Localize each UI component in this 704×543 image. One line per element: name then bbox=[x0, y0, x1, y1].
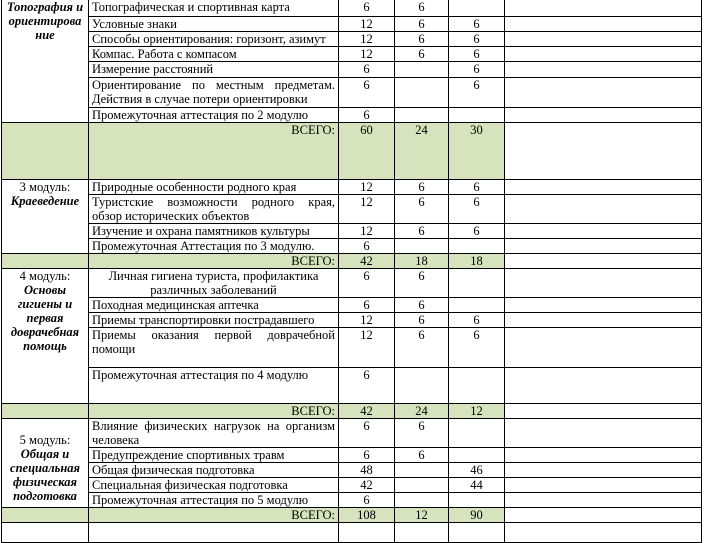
practice-hours bbox=[449, 448, 505, 463]
summary-theory: 18 bbox=[395, 254, 449, 269]
total-hours bbox=[339, 523, 395, 543]
theory-hours: 6 bbox=[395, 17, 449, 32]
table-row bbox=[2, 419, 702, 448]
extra-cell bbox=[505, 448, 702, 463]
theory-hours: 6 bbox=[395, 269, 449, 298]
practice-hours: 6 bbox=[449, 328, 505, 368]
practice-hours: 6 bbox=[449, 47, 505, 62]
theory-hours bbox=[395, 78, 449, 108]
table-row bbox=[2, 463, 702, 478]
total-hours: 6 bbox=[339, 62, 395, 78]
extra-cell bbox=[505, 62, 702, 78]
extra-cell bbox=[505, 313, 702, 328]
module-title-cell bbox=[2, 404, 89, 419]
topic-cell: Топографическая и спортивная карта bbox=[89, 0, 339, 17]
table-row bbox=[2, 180, 702, 195]
theory-hours bbox=[395, 493, 449, 508]
total-hours: 12 bbox=[339, 47, 395, 62]
theory-hours bbox=[395, 523, 449, 543]
table-row bbox=[2, 298, 702, 313]
module-title: Основы гигиены и первая доврачебная помощь bbox=[10, 283, 80, 353]
extra-cell bbox=[505, 254, 702, 269]
topic-cell: Ориентирование по местным предметам. Действия в случае потери ориентировки bbox=[89, 78, 339, 108]
summary-total: 108 bbox=[339, 508, 395, 523]
theory-hours bbox=[395, 478, 449, 493]
practice-hours bbox=[449, 0, 505, 17]
theory-hours: 6 bbox=[395, 328, 449, 368]
module-title: Топография и ориентирова ние bbox=[6, 0, 84, 42]
summary-label: ВСЕГО: bbox=[89, 508, 339, 523]
theory-hours: 6 bbox=[395, 32, 449, 47]
theory-hours bbox=[395, 368, 449, 404]
practice-hours: 6 bbox=[449, 62, 505, 78]
summary-label: ВСЕГО: bbox=[89, 404, 339, 419]
table-row bbox=[2, 313, 702, 328]
table-row bbox=[2, 368, 702, 404]
total-hours: 6 bbox=[339, 368, 395, 404]
extra-cell bbox=[505, 523, 702, 543]
topic-cell: Изучение и охрана памятников культуры bbox=[89, 224, 339, 239]
topic-cell: Личная гигиена туриста, профилактика различных заболеваний bbox=[89, 269, 339, 298]
total-hours: 48 bbox=[339, 463, 395, 478]
total-hours: 6 bbox=[339, 108, 395, 123]
summary-practice: 90 bbox=[449, 508, 505, 523]
summary-theory: 24 bbox=[395, 123, 449, 180]
total-hours: 12 bbox=[339, 180, 395, 195]
table-row bbox=[2, 195, 702, 224]
total-hours: 12 bbox=[339, 17, 395, 32]
topic-cell: Промежуточная аттестация по 5 модулю bbox=[89, 493, 339, 508]
module-title: Краеведение bbox=[10, 194, 80, 208]
practice-hours: 6 bbox=[449, 195, 505, 224]
topic-cell: Приемы транспортировки пострадавшего bbox=[89, 313, 339, 328]
module-title-cell bbox=[2, 180, 89, 254]
extra-cell bbox=[505, 224, 702, 239]
practice-hours: 6 bbox=[449, 78, 505, 108]
extra-cell bbox=[505, 239, 702, 254]
topic-cell: Измерение расстояний bbox=[89, 62, 339, 78]
extra-cell bbox=[505, 508, 702, 523]
practice-hours bbox=[449, 239, 505, 254]
topic-cell: Общая физическая подготовка bbox=[89, 463, 339, 478]
total-hours: 6 bbox=[339, 0, 395, 17]
table-row bbox=[2, 108, 702, 123]
total-hours: 6 bbox=[339, 239, 395, 254]
summary-total: 42 bbox=[339, 404, 395, 419]
practice-hours: 6 bbox=[449, 313, 505, 328]
theory-hours: 6 bbox=[395, 298, 449, 313]
module-number: 3 модуль: bbox=[19, 180, 71, 194]
table-row bbox=[2, 224, 702, 239]
topic-cell: Специальная физическая подготовка bbox=[89, 478, 339, 493]
practice-hours: 6 bbox=[449, 224, 505, 239]
table-row bbox=[2, 47, 702, 62]
module-title-cell bbox=[2, 508, 89, 523]
theory-hours: 6 bbox=[395, 313, 449, 328]
topic-cell bbox=[89, 523, 339, 543]
practice-hours bbox=[449, 493, 505, 508]
module-number: 4 модуль: bbox=[19, 269, 71, 283]
extra-cell bbox=[505, 180, 702, 195]
practice-hours bbox=[449, 368, 505, 404]
practice-hours: 46 bbox=[449, 463, 505, 478]
module-title-cell bbox=[2, 254, 89, 269]
table-row bbox=[2, 523, 702, 543]
total-hours: 42 bbox=[339, 478, 395, 493]
topic-cell: Способы ориентирования: горизонт, азимут bbox=[89, 32, 339, 47]
extra-cell bbox=[505, 17, 702, 32]
practice-hours bbox=[449, 523, 505, 543]
topic-cell: Природные особенности родного края bbox=[89, 180, 339, 195]
theory-hours bbox=[395, 108, 449, 123]
table-row bbox=[2, 448, 702, 463]
practice-hours bbox=[449, 419, 505, 448]
topic-cell: Туристские возможности родного края, обзор исторических объектов bbox=[89, 195, 339, 224]
module-title-cell bbox=[2, 419, 89, 508]
practice-hours: 6 bbox=[449, 17, 505, 32]
total-hours: 6 bbox=[339, 493, 395, 508]
total-hours: 6 bbox=[339, 298, 395, 313]
extra-cell bbox=[505, 404, 702, 419]
total-hours: 12 bbox=[339, 195, 395, 224]
table-row bbox=[2, 493, 702, 508]
module-title-cell bbox=[2, 0, 89, 123]
theory-hours bbox=[395, 463, 449, 478]
total-hours: 12 bbox=[339, 32, 395, 47]
practice-hours bbox=[449, 298, 505, 313]
summary-row bbox=[2, 123, 702, 180]
table-row bbox=[2, 239, 702, 254]
extra-cell bbox=[505, 328, 702, 368]
total-hours: 6 bbox=[339, 269, 395, 298]
practice-hours bbox=[449, 108, 505, 123]
summary-practice: 18 bbox=[449, 254, 505, 269]
summary-theory: 12 bbox=[395, 508, 449, 523]
summary-row bbox=[2, 254, 702, 269]
topic-cell: Условные знаки bbox=[89, 17, 339, 32]
extra-cell bbox=[505, 298, 702, 313]
table-row bbox=[2, 478, 702, 493]
extra-cell bbox=[505, 78, 702, 108]
total-hours: 6 bbox=[339, 78, 395, 108]
total-hours: 12 bbox=[339, 224, 395, 239]
module-title-cell bbox=[2, 523, 89, 543]
total-hours: 12 bbox=[339, 313, 395, 328]
theory-hours bbox=[395, 239, 449, 254]
theory-hours: 6 bbox=[395, 419, 449, 448]
table-row bbox=[2, 32, 702, 47]
topic-cell: Предупреждение спортивных травм bbox=[89, 448, 339, 463]
topic-cell: Промежуточная аттестация по 4 модулю bbox=[89, 368, 339, 404]
extra-cell bbox=[505, 108, 702, 123]
theory-hours: 6 bbox=[395, 224, 449, 239]
module-title-cell bbox=[2, 123, 89, 180]
summary-label: ВСЕГО: bbox=[89, 254, 339, 269]
table-row bbox=[2, 0, 702, 17]
practice-hours: 44 bbox=[449, 478, 505, 493]
extra-cell bbox=[505, 32, 702, 47]
topic-cell: Промежуточная аттестация по 2 модулю bbox=[89, 108, 339, 123]
module-title-cell bbox=[2, 269, 89, 404]
summary-total: 42 bbox=[339, 254, 395, 269]
summary-label: ВСЕГО: bbox=[89, 123, 339, 180]
extra-cell bbox=[505, 123, 702, 180]
practice-hours: 6 bbox=[449, 180, 505, 195]
extra-cell bbox=[505, 195, 702, 224]
extra-cell bbox=[505, 419, 702, 448]
extra-cell bbox=[505, 368, 702, 404]
total-hours: 6 bbox=[339, 448, 395, 463]
theory-hours: 6 bbox=[395, 195, 449, 224]
total-hours: 12 bbox=[339, 328, 395, 368]
summary-row bbox=[2, 404, 702, 419]
summary-total: 60 bbox=[339, 123, 395, 180]
module-number: 5 модуль: bbox=[19, 433, 71, 447]
extra-cell bbox=[505, 0, 702, 17]
theory-hours: 6 bbox=[395, 47, 449, 62]
table-row bbox=[2, 78, 702, 108]
extra-cell bbox=[505, 493, 702, 508]
topic-cell: Влияние физических нагрузок на организм человека bbox=[89, 419, 339, 448]
extra-cell bbox=[505, 478, 702, 493]
table-row bbox=[2, 328, 702, 368]
theory-hours bbox=[395, 62, 449, 78]
table-row bbox=[2, 269, 702, 298]
summary-practice: 30 bbox=[449, 123, 505, 180]
extra-cell bbox=[505, 463, 702, 478]
theory-hours: 6 bbox=[395, 448, 449, 463]
topic-cell: Приемы оказания первой доврачебной помощи bbox=[89, 328, 339, 368]
extra-cell bbox=[505, 47, 702, 62]
extra-cell bbox=[505, 269, 702, 298]
topic-cell: Походная медицинская аптечка bbox=[89, 298, 339, 313]
topic-cell: Компас. Работа с компасом bbox=[89, 47, 339, 62]
practice-hours bbox=[449, 269, 505, 298]
table-row bbox=[2, 17, 702, 32]
table-row bbox=[2, 62, 702, 78]
summary-practice: 12 bbox=[449, 404, 505, 419]
curriculum-table bbox=[1, 0, 702, 543]
module-title: Общая и специальная физическая подготовка bbox=[10, 447, 80, 503]
theory-hours: 6 bbox=[395, 180, 449, 195]
topic-cell: Промежуточная Аттестация по 3 модулю. bbox=[89, 239, 339, 254]
practice-hours: 6 bbox=[449, 32, 505, 47]
summary-row bbox=[2, 508, 702, 523]
total-hours: 6 bbox=[339, 419, 395, 448]
summary-theory: 24 bbox=[395, 404, 449, 419]
theory-hours: 6 bbox=[395, 0, 449, 17]
